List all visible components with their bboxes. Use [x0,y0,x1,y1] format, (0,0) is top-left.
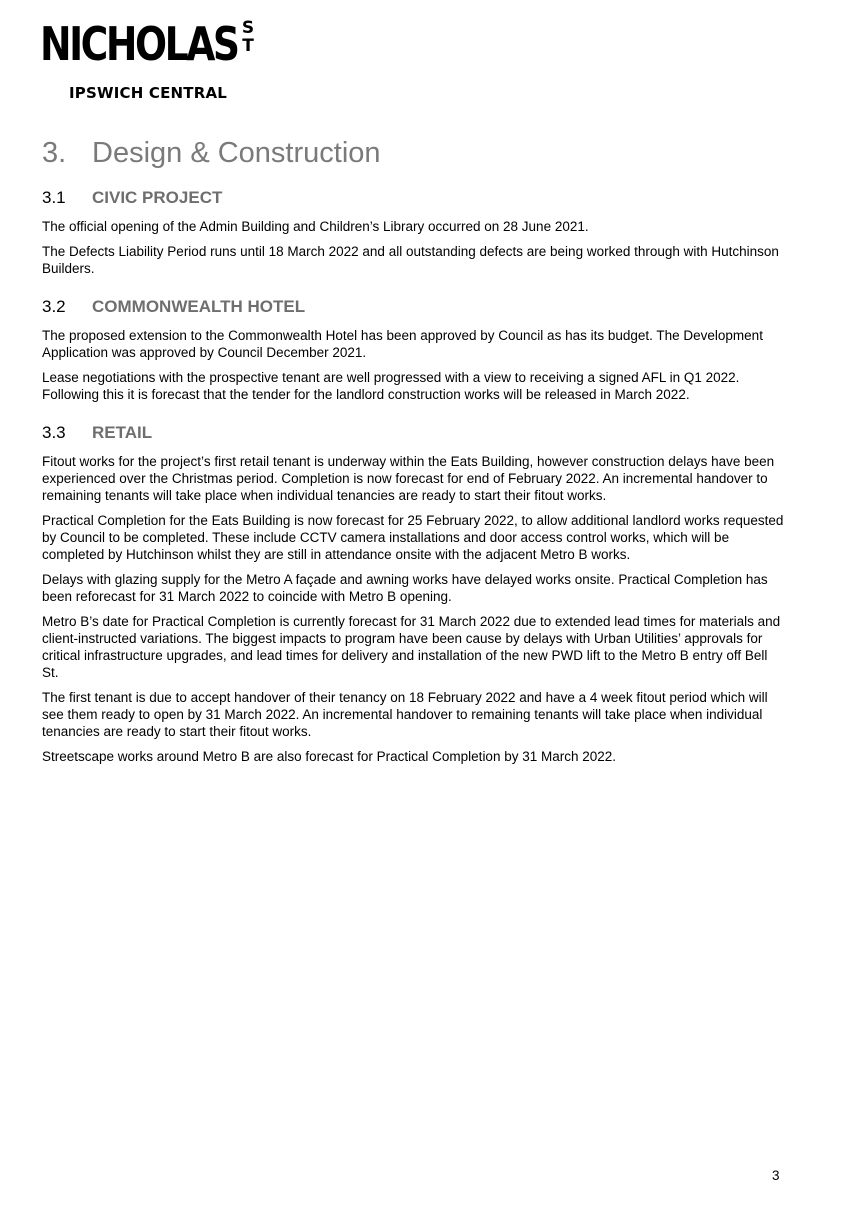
paragraph: Fitout works for the project’s first retail tenant is underway within the Eats Building, however construction delays have been experienced over the Christmas period. Completion is now forecast for end of February 2022. An incremental handover to remaining tenants will take place when individual tenancies are ready to start their fitout works. [42,454,775,503]
paragraph: Streetscape works around Metro B are also forecast for Practical Completion by 31 March 2022. [42,749,617,764]
section-title: RETAIL [92,423,153,442]
section-title: CIVIC PROJECT [92,188,223,207]
paragraph: The Defects Liability Period runs until 18 March 2022 and all outstanding defects are being worked through with Hutchinson Builders. [42,244,779,276]
paragraph: The first tenant is due to accept handover of their tenancy on 18 February 2022 and have a 4 week fitout period which will see them ready to open by 31 March 2022. An incremental handover to remaining tenants will take place when individual tenancies are ready to start their fitout works. [42,690,768,739]
paragraph: Metro B’s date for Practical Completion is currently forecast for 31 March 2022 due to extended lead times for materials and client-instructed variations. The biggest impacts to program have been cause by delays with Urban Utilities’ approvals for critical infrastructure upgrades, and lead times for delivery and installation of the new PWD lift to the Metro B entry off Bell St. [42,614,781,680]
section-number: 3.3 [42,423,66,442]
paragraph: The official opening of the Admin Building and Children’s Library occurred on 28 June 2021. [42,219,589,234]
chapter-heading [42,133,787,173]
paragraph: The proposed extension to the Commonwealth Hotel has been approved by Council as has its budget. The Development Application was approved by Council December 2021. [42,328,763,360]
section-civic-project [42,187,787,277]
section-heading [42,187,787,209]
section-retail [42,422,787,765]
page-number: 3 [772,1168,780,1183]
paragraph: Lease negotiations with the prospective tenant are well progressed with a view to receiving a signed AFL in Q1 2022. Following this it is forecast that the tender for the landlord construction works will be released in March 2022. [42,370,740,402]
section-number: 3.2 [42,297,66,316]
paragraph: Practical Completion for the Eats Building is now forecast for 25 February 2022, to allow additional landlord works requested by Council to be completed. These include CCTV camera installations and door access control works, which will be completed by Hutchinson whilst they are still in attendance onsite with the adjacent Metro B works. [42,513,784,562]
section-commonwealth-hotel [42,296,787,403]
paragraph: Delays with glazing supply for the Metro A façade and awning works have delayed works onsite. Practical Completion has been reforecast for 31 March 2022 to coincide with Metro B opening. [42,572,768,604]
document-body [42,133,787,784]
chapter-title: Design & Construction [92,137,381,169]
chapter-number: 3. [42,137,67,169]
section-heading [42,296,787,318]
section-heading [42,422,787,444]
logo-wordmark: NICHOLAS [40,17,238,71]
logo-superscript-s: S [241,18,255,38]
logo-superscript-t: T [242,36,254,56]
section-title: COMMONWEALTH HOTEL [92,297,306,316]
nicholas-st-logo [40,16,270,108]
logo-subtitle: IPSWICH CENTRAL [69,84,228,102]
section-number: 3.1 [42,188,66,207]
logo-st-superscript [239,19,257,55]
